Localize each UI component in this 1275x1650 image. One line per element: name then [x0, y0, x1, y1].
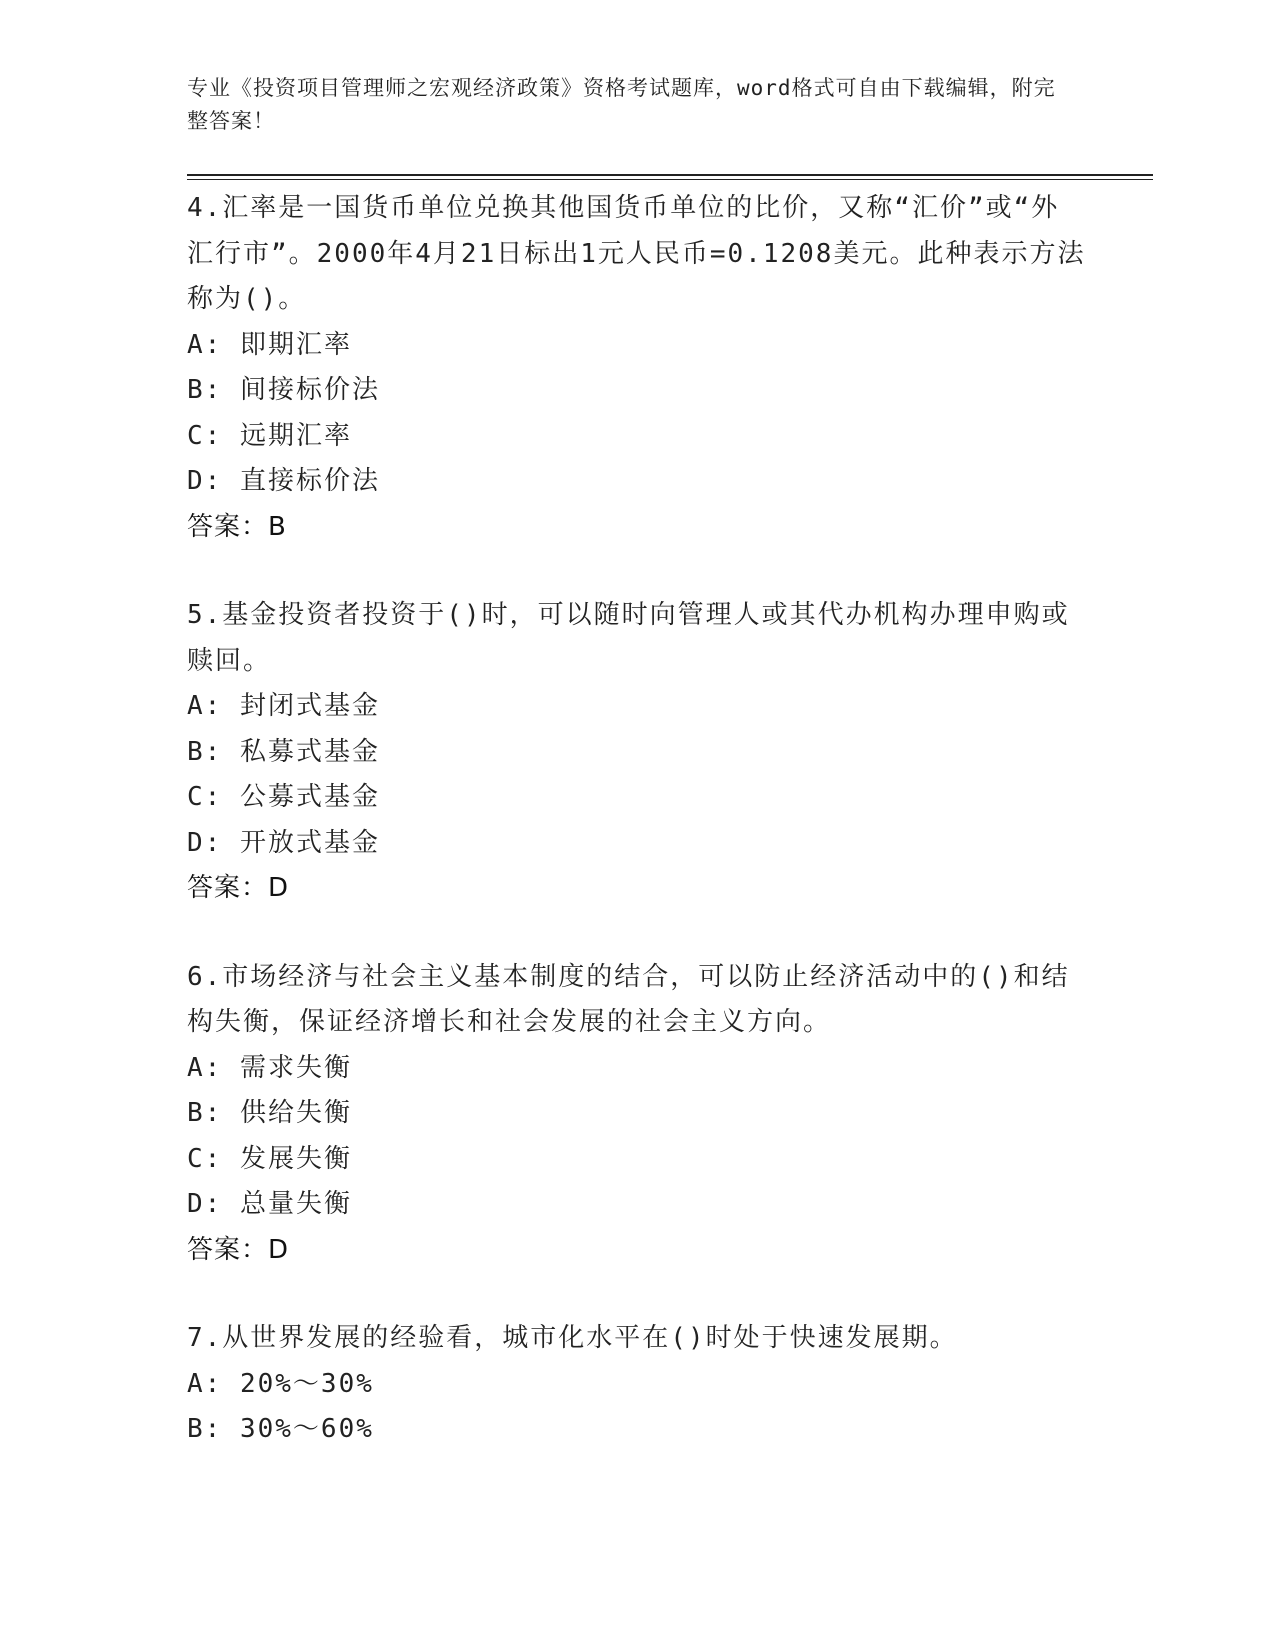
option-a: A: 20%～30% [187, 1368, 374, 1399]
option-d: D: 直接标价法 [187, 466, 380, 496]
answer-line: 答案：B [187, 511, 287, 542]
option-b: B: 供给失衡 [187, 1098, 352, 1128]
question-4 [187, 186, 1087, 550]
option-a: A: 需求失衡 [187, 1052, 352, 1083]
option-b: B: 私募式基金 [187, 736, 380, 767]
question-stem: 5.基金投资者投资于()时，可以随时向管理人或其代办机构办理申购或赎回。 [187, 600, 1070, 676]
header-divider-thick [187, 174, 1153, 176]
question-stem: 6.市场经济与社会主义基本制度的结合，可以防止经济活动中的()和结构失衡，保证经济增长和社会发展的社会主义方向。 [187, 961, 1070, 1037]
question-7 [187, 1316, 1087, 1453]
option-c: C: 发展失衡 [187, 1143, 352, 1174]
option-d: D: 总量失衡 [187, 1189, 352, 1219]
option-a: A: 即期汇率 [187, 329, 352, 360]
option-c: C: 远期汇率 [187, 420, 352, 451]
document-header: 专业《投资项目管理师之宏观经济政策》资格考试题库，word格式可自由下载编辑，附完整答案！ [187, 76, 1056, 133]
question-5 [187, 593, 1087, 912]
option-c: C: 公募式基金 [187, 782, 380, 812]
question-6 [187, 955, 1087, 1274]
option-d: D: 开放式基金 [187, 827, 380, 858]
question-stem: 4.汇率是一国货币单位兑换其他国货币单位的比价，又称“汇价”或“外汇行市”。2000年4月21日标出1元人民币=0.1208美元。此种表示方法称为()。 [187, 193, 1086, 314]
question-list [187, 186, 1087, 1496]
answer-line: 答案：D [187, 1234, 290, 1265]
option-b: B: 间接标价法 [187, 375, 380, 405]
option-a: A: 封闭式基金 [187, 691, 380, 721]
question-stem: 7.从世界发展的经验看，城市化水平在()时处于快速发展期。 [187, 1323, 958, 1353]
answer-line: 答案：D [187, 873, 290, 903]
option-b: B: 30%～60% [187, 1414, 374, 1444]
header-divider-thin [187, 179, 1153, 180]
